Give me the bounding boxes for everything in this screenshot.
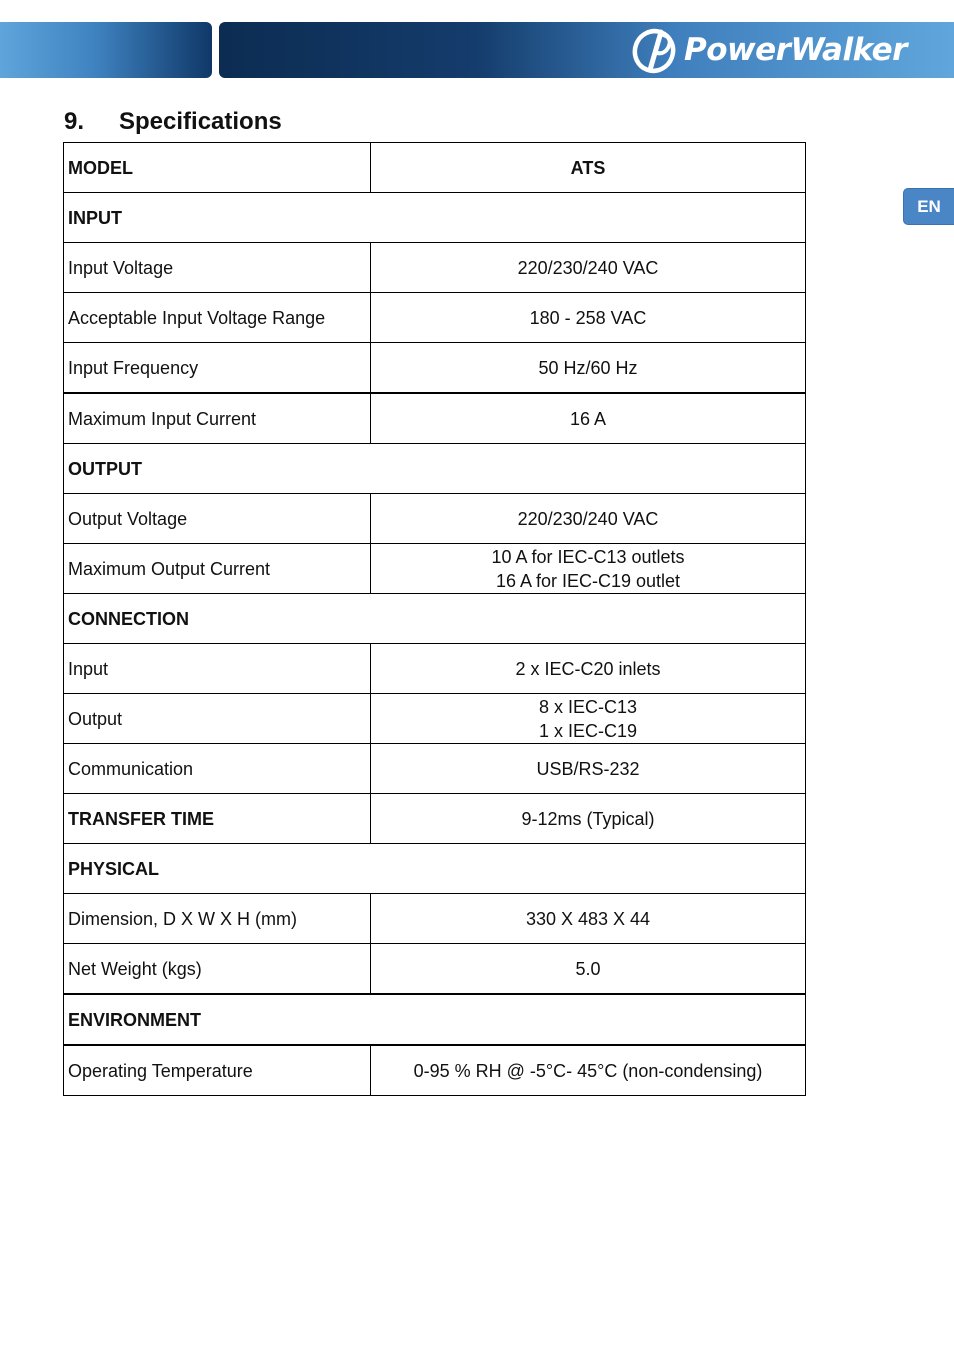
spec-value	[371, 694, 806, 744]
table-row	[64, 494, 806, 544]
spec-value-line: 2 x IEC-C20 inlets	[515, 658, 661, 679]
spec-value-line: 5.0	[575, 958, 601, 979]
spec-value	[371, 494, 806, 544]
section-number: 9.	[64, 108, 85, 135]
power-logo-icon	[630, 26, 680, 74]
spec-value	[371, 293, 806, 343]
section-label: PHYSICAL	[64, 844, 806, 894]
spec-value-line: 10 A for IEC-C13 outlets	[491, 546, 685, 567]
spec-value	[371, 243, 806, 293]
spec-value-line: USB/RS-232	[536, 758, 640, 779]
spec-label: Input Frequency	[64, 343, 371, 394]
spec-value	[371, 343, 806, 394]
section-row	[64, 193, 806, 243]
section-label: CONNECTION	[64, 594, 806, 644]
spec-value	[371, 393, 806, 444]
table-row	[64, 544, 806, 594]
spec-label: Maximum Input Current	[64, 393, 371, 444]
table-row	[64, 744, 806, 794]
spec-label: Communication	[64, 744, 371, 794]
spec-value	[371, 644, 806, 694]
section-row	[64, 594, 806, 644]
spec-label: Operating Temperature	[64, 1045, 371, 1096]
spec-value	[371, 744, 806, 794]
section-heading	[64, 108, 282, 136]
table-row	[64, 293, 806, 343]
table-row	[64, 944, 806, 995]
table-row	[64, 243, 806, 293]
table-row	[64, 1045, 806, 1096]
spec-value	[371, 544, 806, 594]
spec-label: Net Weight (kgs)	[64, 944, 371, 995]
section-label: OUTPUT	[64, 444, 806, 494]
spec-label: Maximum Output Current	[64, 544, 371, 594]
section-row	[64, 444, 806, 494]
spec-value	[371, 794, 806, 844]
section-label: INPUT	[64, 193, 806, 243]
spec-label: TRANSFER TIME	[64, 794, 371, 844]
spec-label: Input Voltage	[64, 243, 371, 293]
spec-label: Output	[64, 694, 371, 744]
spec-value-line: 220/230/240 VAC	[517, 508, 659, 529]
spec-value-line: 0-95 % RH @ -5°C- 45°C (non-condensing)	[413, 1060, 763, 1081]
section-title: Specifications	[119, 108, 282, 135]
spec-value-line: 8 x IEC-C13	[538, 696, 638, 717]
spec-value-line: 1 x IEC-C19	[538, 720, 638, 741]
model-value: ATS	[371, 143, 806, 193]
brand-logo	[630, 24, 950, 76]
table-row	[64, 644, 806, 694]
language-tab[interactable]: EN	[903, 188, 954, 225]
spec-value	[371, 894, 806, 944]
spec-value-line: 180 - 258 VAC	[529, 307, 647, 328]
spec-label: Output Voltage	[64, 494, 371, 544]
section-row	[64, 994, 806, 1045]
table-row	[64, 393, 806, 444]
spec-value-line: 220/230/240 VAC	[517, 257, 659, 278]
spec-value-line: 16 A for IEC-C19 outlet	[495, 570, 681, 591]
model-label: MODEL	[64, 143, 371, 193]
table-row	[64, 694, 806, 744]
header-banner-left	[0, 22, 212, 78]
brand-name: PowerWalker	[684, 32, 907, 68]
spec-value-line: 50 Hz/60 Hz	[538, 357, 638, 378]
section-row	[64, 844, 806, 894]
spec-value	[371, 944, 806, 995]
table-header-row	[64, 143, 806, 193]
spec-label: Input	[64, 644, 371, 694]
spec-value-line: 9-12ms (Typical)	[521, 808, 655, 829]
spec-label: Dimension, D X W X H (mm)	[64, 894, 371, 944]
table-row	[64, 894, 806, 944]
table-row	[64, 343, 806, 394]
section-label: ENVIRONMENT	[64, 994, 806, 1045]
spec-label: Acceptable Input Voltage Range	[64, 293, 371, 343]
spec-value-line: 16 A	[569, 408, 607, 429]
specifications-table	[63, 142, 806, 1096]
spec-value	[371, 1045, 806, 1096]
table-row	[64, 794, 806, 844]
spec-value-line: 330 X 483 X 44	[525, 908, 651, 929]
